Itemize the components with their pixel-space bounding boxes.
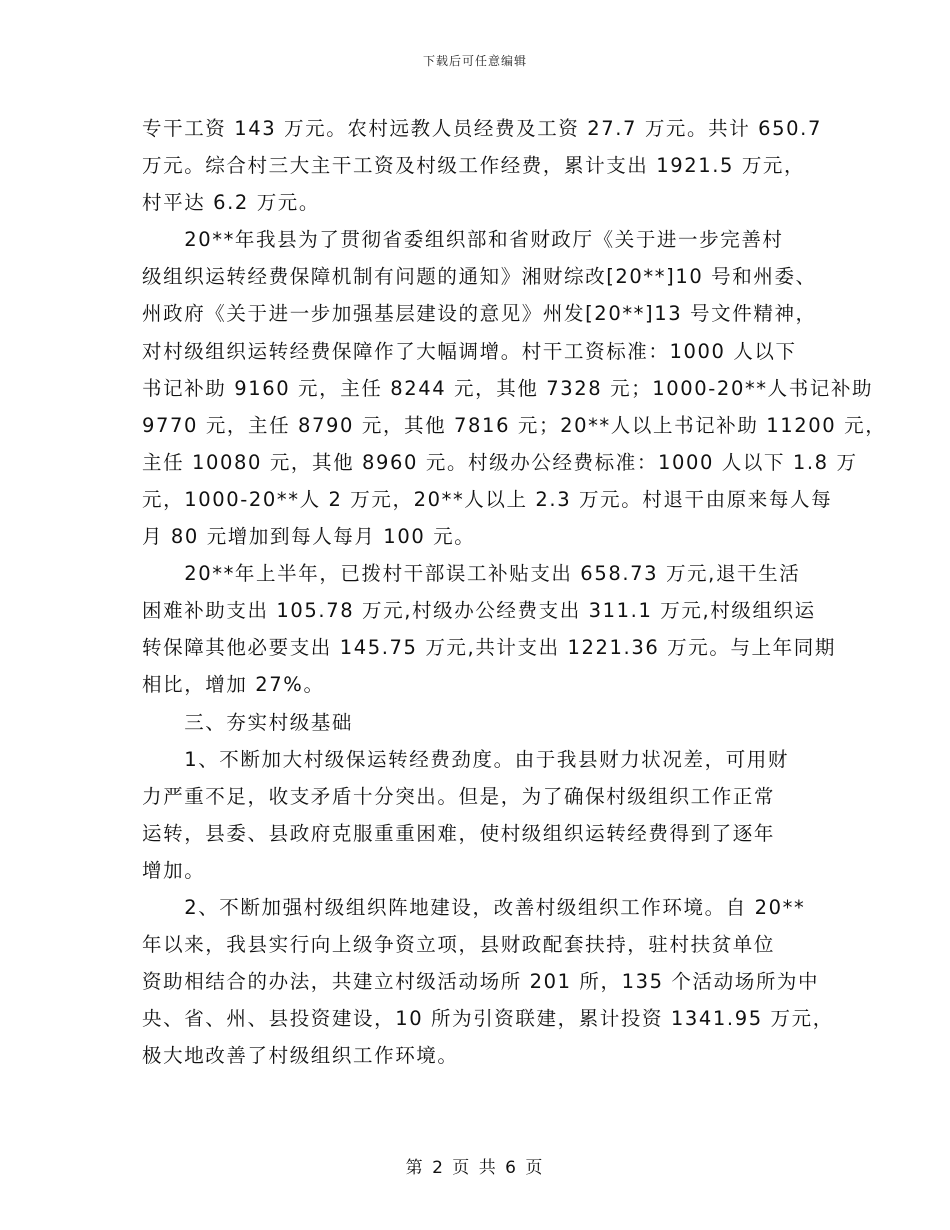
text-line: 极大地改善了村级组织工作环境。 <box>142 1044 459 1068</box>
text-line: 年以来，我县实行向上级争资立项，县财政配套扶持，驻村扶贫单位 <box>142 933 776 957</box>
section-heading: 三、夯实村级基础 <box>142 710 354 734</box>
text-line: 对村级组织运转经费保障作了大幅调增。村干工资标准：1000 人以下 <box>142 339 797 363</box>
text-line: 元，1000-20**人 2 万元，20**人以上 2.3 万元。村退干由原来每人每 <box>142 487 833 511</box>
text-line: 万元。综合村三大主干工资及村级工作经费，累计支出 1921.5 万元， <box>142 154 806 178</box>
text-line: 相比，增加 27%。 <box>142 673 325 697</box>
page-header: 下载后可任意编辑 <box>422 54 527 68</box>
text-line: 央、省、州、县投资建设，10 所为引资联建，累计投资 1341.95 万元， <box>142 1007 834 1031</box>
text-line: 级组织运转经费保障机制有问题的通知》湘财综改[20**]10 号和州委、 <box>142 265 817 289</box>
text-line: 村平达 6.2 万元。 <box>142 191 321 215</box>
text-line: 转保障其他必要支出 145.75 万元,共计支出 1221.36 万元。与上年同期 <box>142 636 836 660</box>
text-line: 月 80 元增加到每人每月 100 元。 <box>142 525 476 549</box>
text-line: 增加。 <box>142 858 206 882</box>
text-line: 主任 10080 元，其他 8960 元。村级办公经费标准：1000 人以下 1.8 万 <box>142 450 858 474</box>
text-line: 9770 元，主任 8790 元，其他 7816 元；20**人以上书记补助 11200 元， <box>142 413 887 437</box>
text-line: 资助相结合的办法，共建立村级活动场所 201 所，135 个活动场所为中 <box>142 970 820 994</box>
page-number: 第 2 页 共 6 页 <box>405 1158 545 1178</box>
text-line: 2、不断加强村级组织阵地建设，改善村级组织工作环境。自 20** <box>142 895 806 919</box>
text-line: 运转，县委、县政府克服重重困难，使村级组织运转经费得到了逐年 <box>142 821 776 845</box>
text-line: 20**年上半年，已拨村干部误工补贴支出 658.73 万元,退干生活 <box>142 562 801 586</box>
text-line: 州政府《关于进一步加强基层建设的意见》州发[20**]13 号文件精神， <box>142 302 817 326</box>
text-line: 力严重不足，收支矛盾十分突出。但是，为了确保村级组织工作正常 <box>142 784 776 808</box>
document-body <box>142 110 887 1074</box>
text-line: 书记补助 9160 元，主任 8244 元，其他 7328 元；1000-20**人书记补助 <box>142 376 874 400</box>
text-line: 20**年我县为了贯彻省委组织部和省财政厅《关于进一步完善村 <box>142 228 784 252</box>
text-line: 专干工资 143 万元。农村远教人员经费及工资 27.7 万元。共计 650.7 <box>142 117 822 140</box>
text-line: 1、不断加大村级保运转经费劲度。由于我县财力状况差，可用财 <box>142 747 790 771</box>
text-line: 困难补助支出 105.78 万元,村级办公经费支出 311.1 万元,村级组织运 <box>142 599 816 623</box>
